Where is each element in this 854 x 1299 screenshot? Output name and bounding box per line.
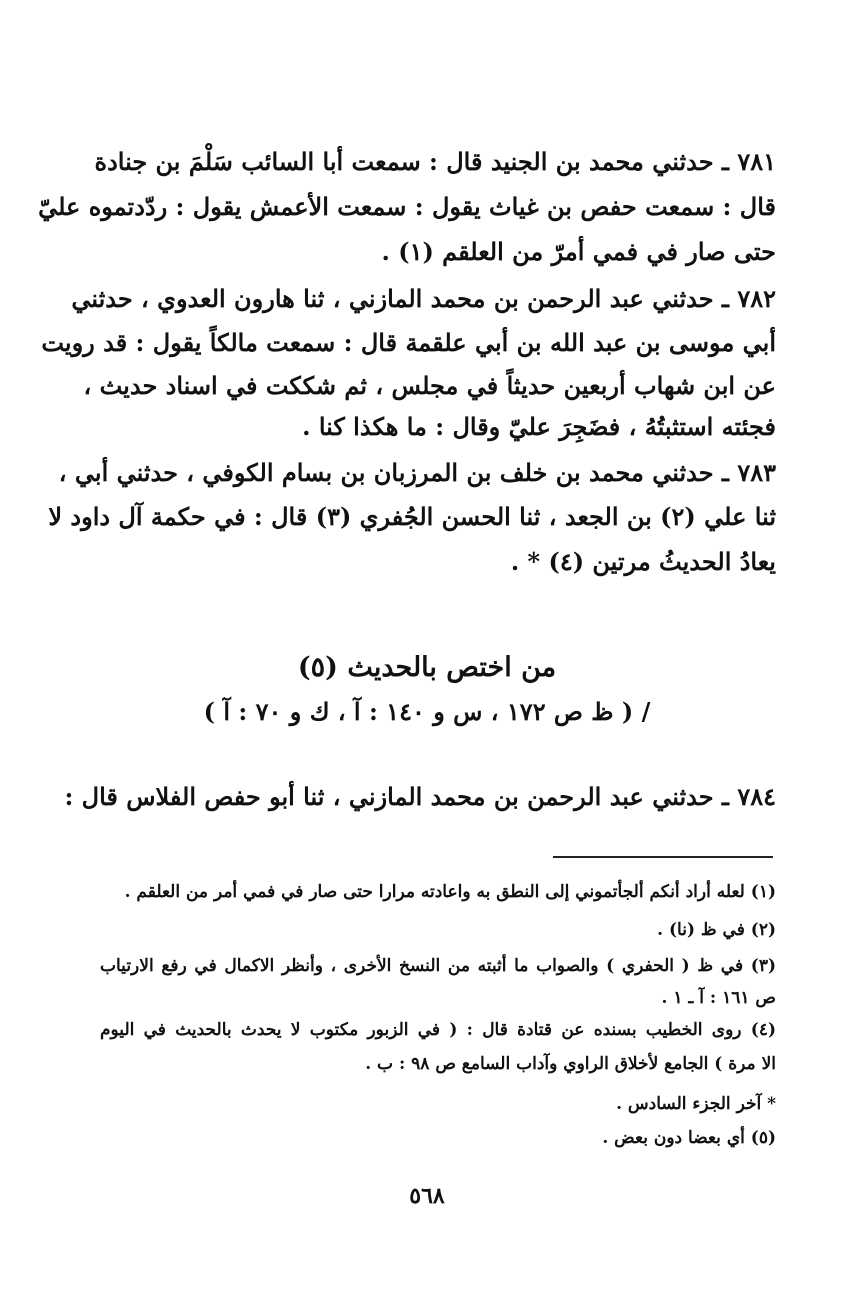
body-line-1: ٧٨١ ـ حدثني محمد بن الجنيد قال : سمعت أبا السائب سَلْمَ بن جنادة (94, 147, 776, 176)
footnote-rule (553, 856, 773, 858)
body-line-5: أبي موسى بن عبد الله بن أبي علقمة قال : سمعت مالكاً يقول : قد رويت (41, 328, 776, 357)
footnote-2: (٢) في ظ (نا) . (657, 920, 776, 940)
body-line-10: يعادُ الحديثُ مرتين (٤) * . (510, 547, 776, 576)
footnote-end-of-part: * آخر الجزء السادس . (616, 1094, 776, 1114)
body-line-9: ثنا علي (٢) بن الجعد ، ثنا الحسن الجُفري (٣) قال : في حكمة آل داود لا (48, 502, 776, 531)
manuscript-reference: / ( ظ ص ١٧٢ ، س و ١٤٠ : آ ، ك و ٧٠ : آ ) (203, 697, 651, 726)
body-line-6: عن ابن شهاب أربعين حديثاً في مجلس ، ثم شككت في اسناد حديث ، (83, 371, 776, 400)
footnote-4-continued: الا مرة ) الجامع لأخلاق الراوي وآداب السامع ص ٩٨ : ب . (365, 1054, 776, 1074)
section-heading: من اختص بالحديث (٥) (297, 652, 557, 683)
footnote-3-continued: ص ١٦١ : آ ـ ١ . (661, 988, 776, 1008)
footnote-4: (٤) روى الخطيب بسنده عن قتادة قال : ( في الزبور مكتوب لا يحدث بالحديث في اليوم (100, 1020, 776, 1040)
body-line-7: فجئته استثبتُهُ ، فضَجِرَ عليّ وقال : ما هكذا كنا . (302, 412, 776, 441)
footnote-5: (٥) أي بعضا دون بعض . (602, 1128, 776, 1148)
body-line-2: قال : سمعت حفص بن غياث يقول : سمعت الأعمش يقول : ردّدتموه عليّ (38, 192, 776, 221)
footnote-1: (١) لعله أراد أنكم ألجأتموني إلى النطق به واعادته مرارا حتى صار في فمي أمر من العلقم . (124, 882, 776, 902)
page-number: ٥٦٨ (409, 1183, 445, 1209)
body-line-3: حتى صار في فمي أمرّ من العلقم (١) . (381, 237, 776, 266)
body-line-11: ٧٨٤ ـ حدثني عبد الرحمن بن محمد المازني ، ثنا أبو حفص الفلاس قال : (64, 782, 776, 811)
body-line-4: ٧٨٢ ـ حدثني عبد الرحمن بن محمد المازني ، ثنا هارون العدوي ، حدثني (71, 284, 776, 313)
body-line-8: ٧٨٣ ـ حدثني محمد بن خلف بن المرزبان بن بسام الكوفي ، حدثني أبي ، (58, 458, 776, 487)
footnote-3: (٣) في ظ ( الحفري ) والصواب ما أثبته من النسخ الأخرى ، وأنظر الاكمال في رفع الارتياب (100, 956, 776, 976)
